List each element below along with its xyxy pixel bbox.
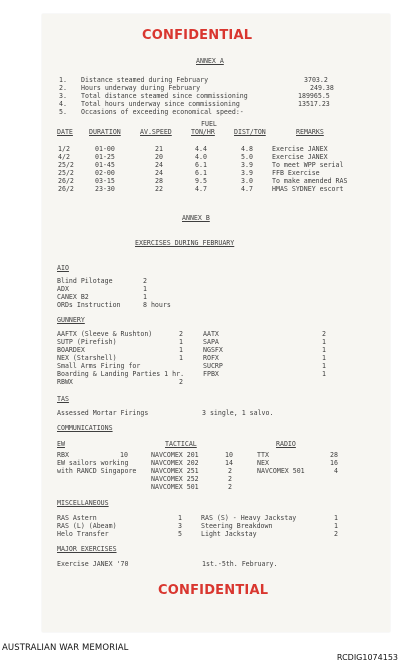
summary-item-label: Total distance steamed since commissioning bbox=[81, 92, 248, 100]
aio-heading: AIO bbox=[57, 264, 69, 272]
gunnery-item-label: ROFX bbox=[203, 354, 219, 362]
table-cell: 1/2 bbox=[58, 145, 70, 153]
table-cell: 6.1 bbox=[195, 161, 207, 169]
gunnery-item-value: 1 bbox=[322, 346, 326, 354]
radio-heading: RADIO bbox=[276, 440, 296, 448]
gunnery-item-value: 2 bbox=[322, 330, 326, 338]
tactical-item-label: NAVCOMEX 251 bbox=[151, 467, 199, 475]
gunnery-item-label: FPBX bbox=[203, 370, 219, 378]
annex-a-heading: ANNEX A bbox=[196, 57, 224, 65]
ew-item-label: EW sailors working bbox=[57, 459, 129, 467]
gunnery-item-label: Small Arms Firing for bbox=[57, 362, 141, 370]
ew-heading: EW bbox=[57, 440, 65, 448]
table-cell: 4.8 bbox=[241, 145, 253, 153]
gunnery-heading: GUNNERY bbox=[57, 316, 85, 324]
table-cell: 01-00 bbox=[95, 145, 115, 153]
table-cell: 26/2 bbox=[58, 177, 74, 185]
table-cell: 4.4 bbox=[195, 145, 207, 153]
tactical-item-label: NAVCOMEX 202 bbox=[151, 459, 199, 467]
radio-item-value: 16 bbox=[330, 459, 338, 467]
table-cell: FFB Exercise bbox=[272, 169, 320, 177]
column-header: TON/HR bbox=[191, 128, 215, 136]
summary-item-value: 3703.2 bbox=[304, 76, 328, 84]
confidential-stamp-bottom: CONFIDENTIAL bbox=[158, 583, 269, 598]
annex-b-heading: ANNEX B bbox=[182, 214, 210, 222]
misc-item-value: 1 bbox=[178, 514, 182, 522]
table-cell: 9.5 bbox=[195, 177, 207, 185]
tactical-item-value: 2 bbox=[228, 475, 232, 483]
ew-item-label: with RANCD Singapore bbox=[57, 467, 137, 475]
aio-item-label: CANEX B2 bbox=[57, 293, 89, 301]
summary-item-label: Distance steamed during February bbox=[81, 76, 209, 84]
gunnery-item-label: BOARDEX bbox=[57, 346, 85, 354]
aio-item-value: 8 hours bbox=[143, 301, 171, 309]
table-cell: 3.9 bbox=[241, 169, 253, 177]
misc-item-value: 1 bbox=[334, 522, 338, 530]
radio-item-label: NAVCOMEX 501 bbox=[257, 467, 305, 475]
gunnery-item-label: RBWX bbox=[57, 378, 73, 386]
summary-item-number: 3. bbox=[59, 92, 67, 100]
tactical-item-value: 14 bbox=[225, 459, 233, 467]
gunnery-item-value: 1 bbox=[179, 354, 183, 362]
table-cell: To make amended RAS bbox=[272, 177, 348, 185]
table-cell: 20 bbox=[155, 153, 163, 161]
column-header: AV.SPEED bbox=[140, 128, 172, 136]
gunnery-item-value: 1 bbox=[179, 338, 183, 346]
major-exercise-dates: 1st.-5th. February. bbox=[202, 560, 278, 568]
tactical-item-value: 10 bbox=[225, 451, 233, 459]
table-cell: 24 bbox=[155, 169, 163, 177]
gunnery-item-value: 2 bbox=[179, 378, 183, 386]
radio-item-value: 28 bbox=[330, 451, 338, 459]
gunnery-item-label: Boarding & Landing Parties 1 hr. bbox=[57, 370, 185, 378]
tas-item-label: Assessed Mortar Firings bbox=[57, 409, 149, 417]
table-cell: 01-45 bbox=[95, 161, 115, 169]
table-cell: HMAS SYDNEY escort bbox=[272, 185, 344, 193]
fuel-label: FUEL bbox=[201, 120, 217, 128]
summary-item-label: Hours underway during February bbox=[81, 84, 201, 92]
summary-item-number: 4. bbox=[59, 100, 67, 108]
table-cell: 24 bbox=[155, 161, 163, 169]
aio-item-value: 1 bbox=[143, 293, 147, 301]
tactical-item-label: NAVCOMEX 252 bbox=[151, 475, 199, 483]
table-cell: 25/2 bbox=[58, 169, 74, 177]
gunnery-item-value: 1 bbox=[179, 346, 183, 354]
major-exercises-heading: MAJOR EXERCISES bbox=[57, 545, 117, 553]
misc-item-label: RAS (S) - Heavy Jackstay bbox=[201, 514, 297, 522]
radio-item-value: 4 bbox=[334, 467, 338, 475]
record-id: RCDIG1074153 bbox=[336, 653, 398, 662]
table-cell: 25/2 bbox=[58, 161, 74, 169]
gunnery-item-label: SUTP (Pirefish) bbox=[57, 338, 117, 346]
misc-item-value: 1 bbox=[334, 514, 338, 522]
tactical-heading: TACTICAL bbox=[165, 440, 197, 448]
gunnery-item-label: SUCRP bbox=[203, 362, 223, 370]
table-cell: 6.1 bbox=[195, 169, 207, 177]
column-header: DURATION bbox=[89, 128, 121, 136]
aio-item-label: ORDs Instruction bbox=[57, 301, 121, 309]
gunnery-item-label: NGSFX bbox=[203, 346, 223, 354]
summary-item-value: 249.38 bbox=[310, 84, 334, 92]
gunnery-item-label: AATX bbox=[203, 330, 219, 338]
gunnery-item-value: 1 bbox=[322, 362, 326, 370]
radio-item-label: NEX bbox=[257, 459, 269, 467]
ew-item-value: 10 bbox=[120, 451, 128, 459]
misc-item-label: RAS Astern bbox=[57, 514, 97, 522]
table-cell: Exercise JANEX bbox=[272, 153, 328, 161]
table-cell: 3.9 bbox=[241, 161, 253, 169]
table-cell: 03-15 bbox=[95, 177, 115, 185]
aio-item-value: 1 bbox=[143, 285, 147, 293]
miscellaneous-heading: MISCELLANEOUS bbox=[57, 499, 109, 507]
tactical-item-value: 2 bbox=[228, 467, 232, 475]
tactical-item-value: 2 bbox=[228, 483, 232, 491]
table-cell: 02-00 bbox=[95, 169, 115, 177]
table-cell: To meet WPP serial bbox=[272, 161, 344, 169]
misc-item-label: Steering Breakdown bbox=[201, 522, 273, 530]
summary-item-number: 5. bbox=[59, 108, 67, 116]
misc-item-value: 2 bbox=[334, 530, 338, 538]
confidential-stamp-top: CONFIDENTIAL bbox=[142, 28, 253, 43]
table-cell: 4.7 bbox=[195, 185, 207, 193]
tactical-item-label: NAVCOMEX 201 bbox=[151, 451, 199, 459]
gunnery-item-value: 1 bbox=[322, 370, 326, 378]
gunnery-item-value: 1 bbox=[322, 354, 326, 362]
misc-item-label: RAS (L) (Abeam) bbox=[57, 522, 117, 530]
summary-item-number: 1. bbox=[59, 76, 67, 84]
summary-item-value: 13517.23 bbox=[298, 100, 330, 108]
misc-item-label: Light Jackstay bbox=[201, 530, 257, 538]
table-cell: 22 bbox=[155, 185, 163, 193]
column-header: DIST/TON bbox=[234, 128, 266, 136]
archive-institution: AUSTRALIAN WAR MEMORIAL bbox=[2, 643, 129, 653]
table-cell: 4.0 bbox=[195, 153, 207, 161]
misc-item-value: 5 bbox=[178, 530, 182, 538]
radio-item-label: TTX bbox=[257, 451, 269, 459]
tactical-item-label: NAVCOMEX 501 bbox=[151, 483, 199, 491]
summary-item-label: Total hours underway since commissioning bbox=[81, 100, 240, 108]
aio-item-value: 2 bbox=[143, 277, 147, 285]
table-cell: 01-25 bbox=[95, 153, 115, 161]
column-header: DATE bbox=[57, 128, 73, 136]
gunnery-item-label: NEX (Starshell) bbox=[57, 354, 117, 362]
aio-item-label: ADX bbox=[57, 285, 69, 293]
summary-item-number: 2. bbox=[59, 84, 67, 92]
aio-item-label: Blind Pilotage bbox=[57, 277, 113, 285]
table-cell: 4.7 bbox=[241, 185, 253, 193]
table-cell: 5.0 bbox=[241, 153, 253, 161]
summary-item-label: Occasions of exceeding economical speed:- bbox=[81, 108, 244, 116]
summary-item-value: 189965.5 bbox=[298, 92, 330, 100]
table-cell: 23-30 bbox=[95, 185, 115, 193]
column-header: REMARKS bbox=[296, 128, 324, 136]
table-cell: 4/2 bbox=[58, 153, 70, 161]
communications-heading: COMMUNICATIONS bbox=[57, 424, 113, 432]
major-exercise-label: Exercise JANEX '70 bbox=[57, 560, 129, 568]
tas-item-value: 3 single, 1 salvo. bbox=[202, 409, 274, 417]
table-cell: 28 bbox=[155, 177, 163, 185]
table-cell: 26/2 bbox=[58, 185, 74, 193]
tas-heading: TAS bbox=[57, 395, 69, 403]
gunnery-item-label: AAFTX (Sleeve & Rushton) bbox=[57, 330, 153, 338]
table-cell: 3.0 bbox=[241, 177, 253, 185]
gunnery-item-label: SAPA bbox=[203, 338, 219, 346]
gunnery-item-value: 2 bbox=[179, 330, 183, 338]
misc-item-label: Helo Transfer bbox=[57, 530, 109, 538]
gunnery-item-value: 1 bbox=[322, 338, 326, 346]
annex-b-title: EXERCISES DURING FEBRUARY bbox=[135, 239, 235, 247]
table-cell: Exercise JANEX bbox=[272, 145, 328, 153]
ew-item-label: RBX bbox=[57, 451, 69, 459]
misc-item-value: 3 bbox=[178, 522, 182, 530]
table-cell: 21 bbox=[155, 145, 163, 153]
